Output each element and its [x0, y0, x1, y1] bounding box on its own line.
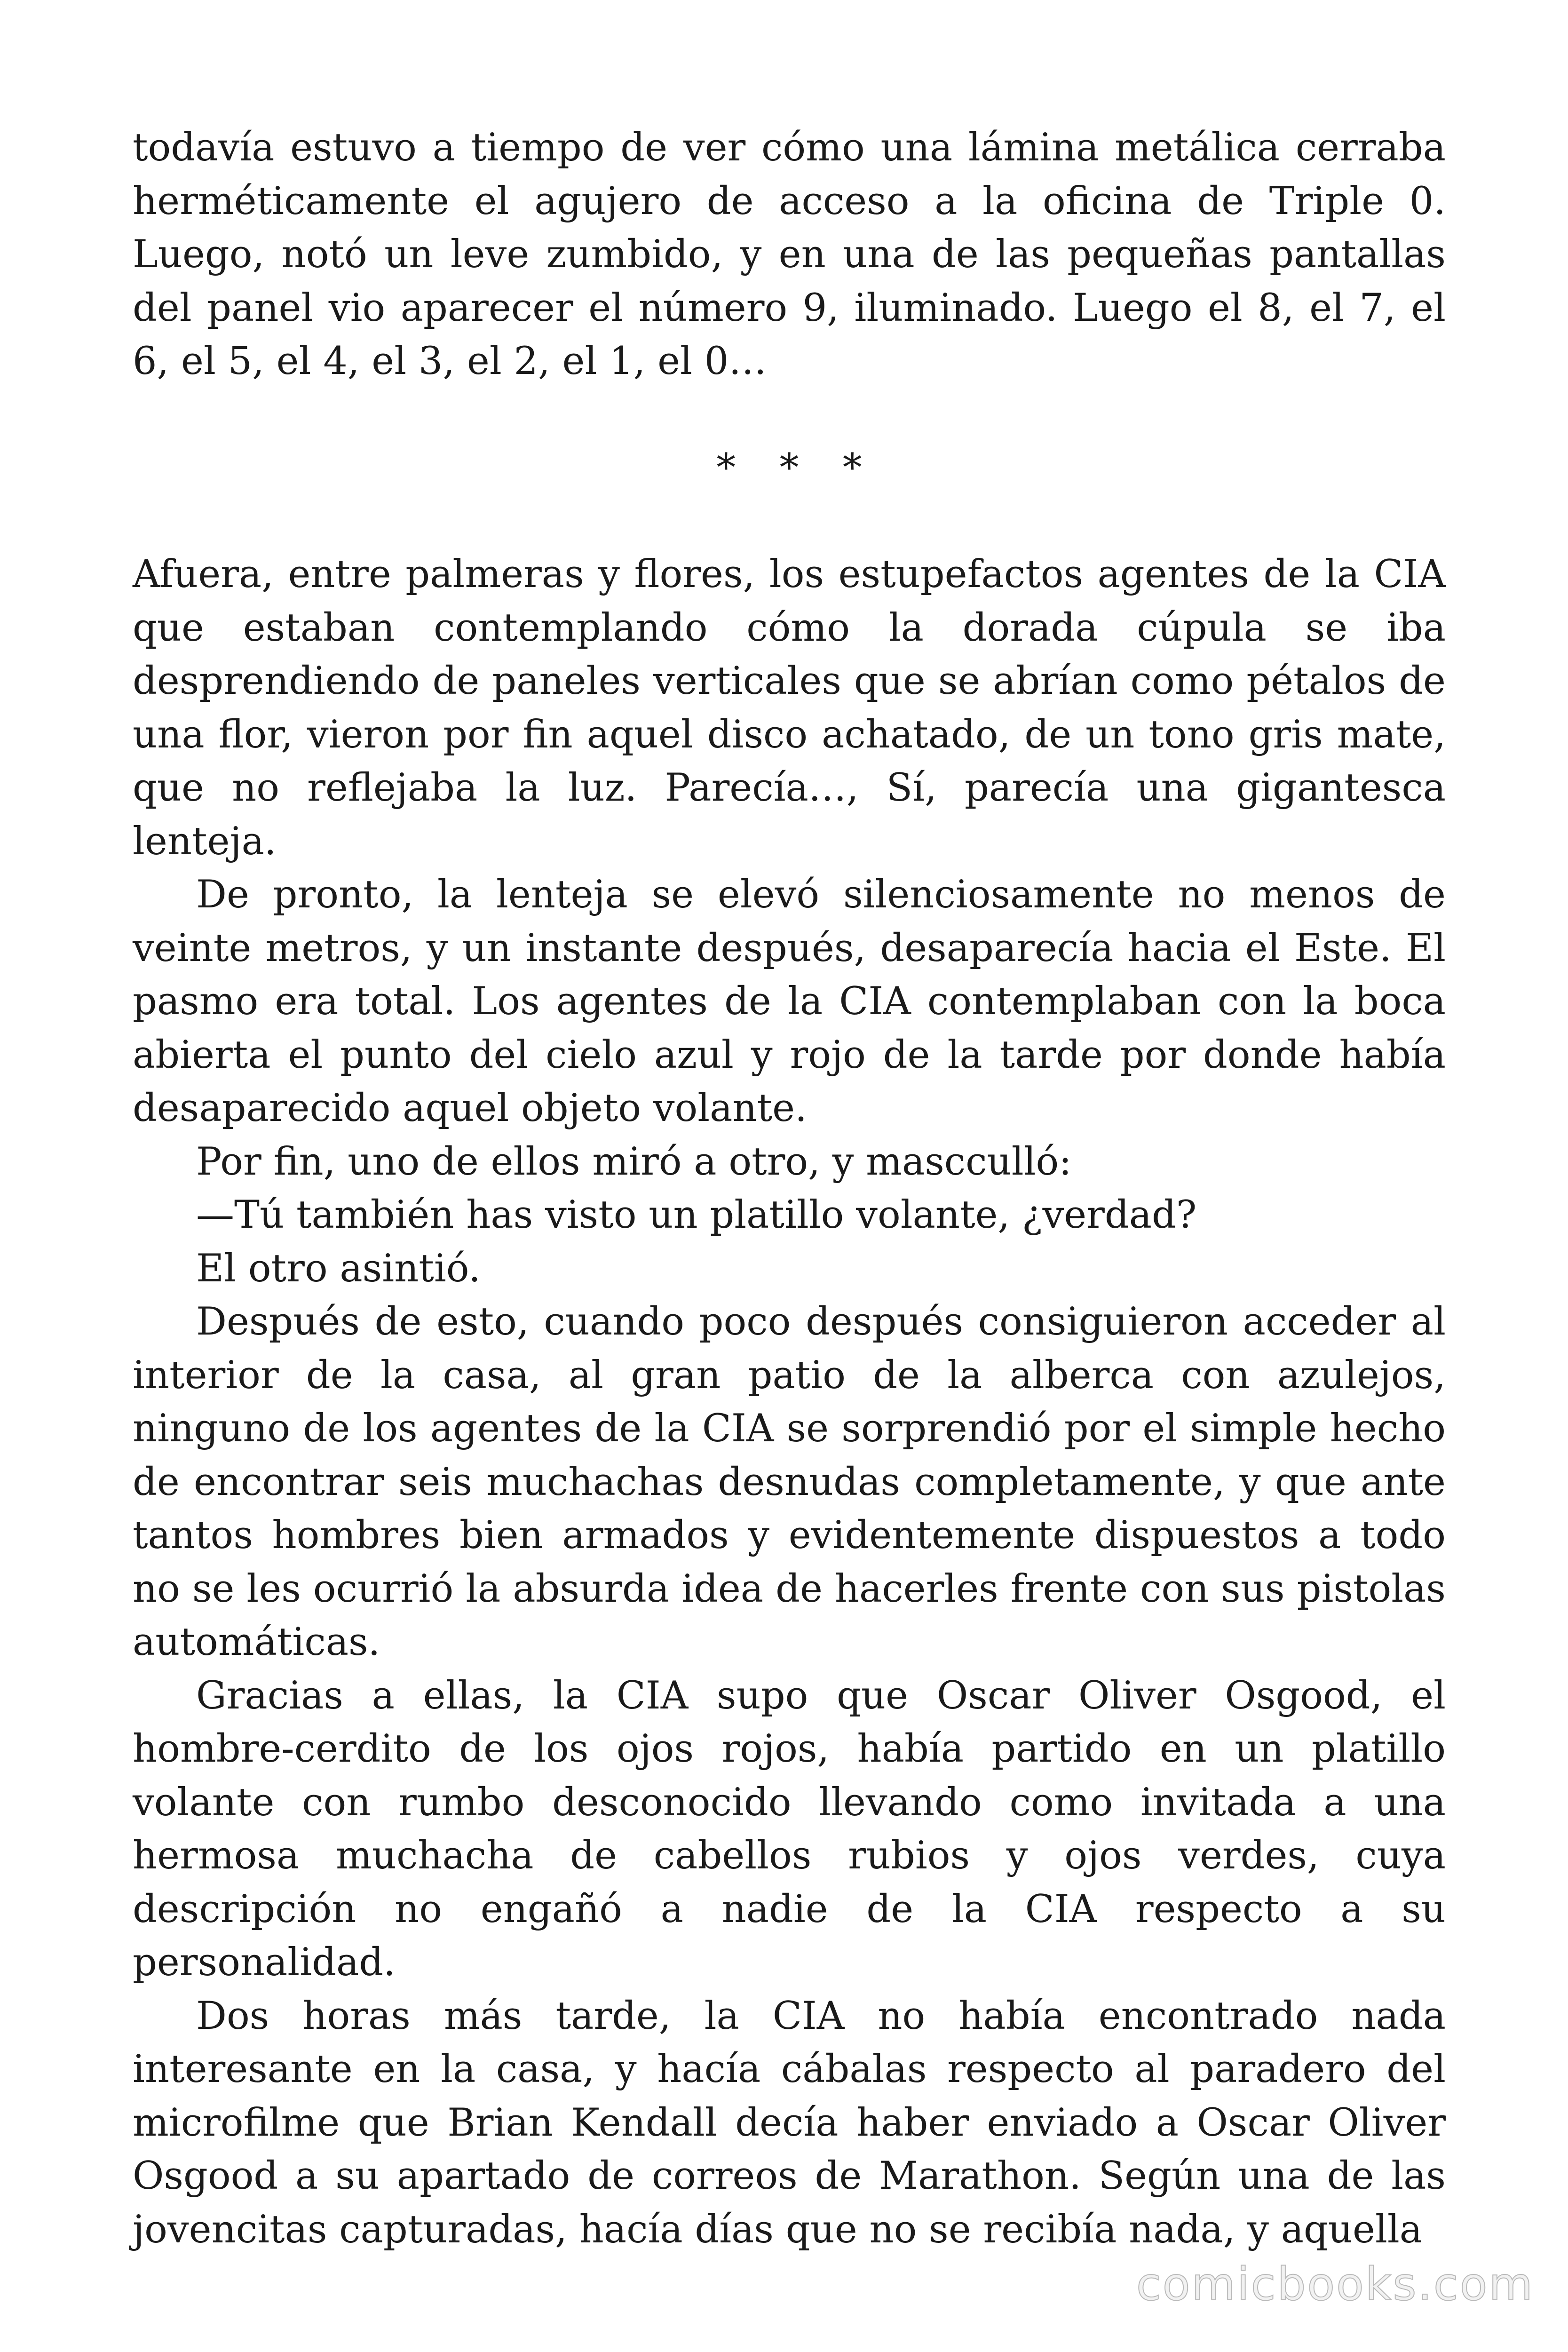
- dialogue-line: —Tú también has visto un platillo volante, ¿verdad?: [196, 1193, 1197, 1237]
- watermark: comicbooks.com: [1136, 2258, 1534, 2311]
- paragraph: Gracias a ellas, la CIA supo que Oscar Oliver Osgood, el hombre-cerdito de los ojos rojos, había partido en un platillo volante con rumbo desconocido llevando como invitada a una hermosa muchacha de cabellos rubios y ojos verdes, cuya descripción no engañó a nadie de la CIA respecto a su personalidad.: [133, 1673, 1446, 1985]
- page-body: [133, 121, 1446, 2257]
- section-separator: * * *: [716, 445, 878, 490]
- paragraph: El otro asintió.: [196, 1246, 481, 1291]
- paragraph: De pronto, la lenteja se elevó silenciosamente no menos de veinte metros, y un instante después, desaparecía hacia el Este. El pasmo era total. Los agentes de la CIA contemplaban con la boca abierta el punto del cielo azul y rojo de la tarde por donde había desaparecido aquel objeto volante.: [133, 873, 1446, 1130]
- paragraph: Dos horas más tarde, la CIA no había encontrado nada interesante en la casa, y hacía cábalas respecto al paradero del microfilme que Brian Kendall decía haber enviado a Oscar Oliver Osgood a su apartado de correos de Marathon. Según una de las jovencitas capturadas, hacía días que no se recibía nada, y aquella: [133, 1994, 1446, 2252]
- paragraph: todavía estuvo a tiempo de ver cómo una lámina metálica cerraba herméticamente el agujero de acceso a la oficina de Triple 0. Luego, notó un leve zumbido, y en una de las pequeñas pantallas del panel vio aparecer el número 9, iluminado. Luego el 8, el 7, el 6, el 5, el 4, el 3, el 2, el 1, el 0…: [133, 126, 1446, 383]
- paragraph: Por fin, uno de ellos miró a otro, y mascculló:: [196, 1139, 1072, 1184]
- paragraph: Afuera, entre palmeras y flores, los estupefactos agentes de la CIA que estaban contemplando cómo la dorada cúpula se iba desprendiendo de paneles verticales que se abrían como pétalos de una flor, vieron por fin aquel disco achatado, de un tono gris mate, que no reflejaba la luz. Parecía…, Sí, parecía una gigantesca lenteja.: [133, 552, 1446, 864]
- paragraph: Después de esto, cuando poco después consiguieron acceder al interior de la casa, al gran patio de la alberca con azulejos, ninguno de los agentes de la CIA se sorprendió por el simple hecho de encontrar seis muchachas desnudas completamente, y que ante tantos hombres bien armados y evidentemente dispuestos a todo no se les ocurrió la absurda idea de hacerles frente con sus pistolas automáticas.: [133, 1300, 1446, 1664]
